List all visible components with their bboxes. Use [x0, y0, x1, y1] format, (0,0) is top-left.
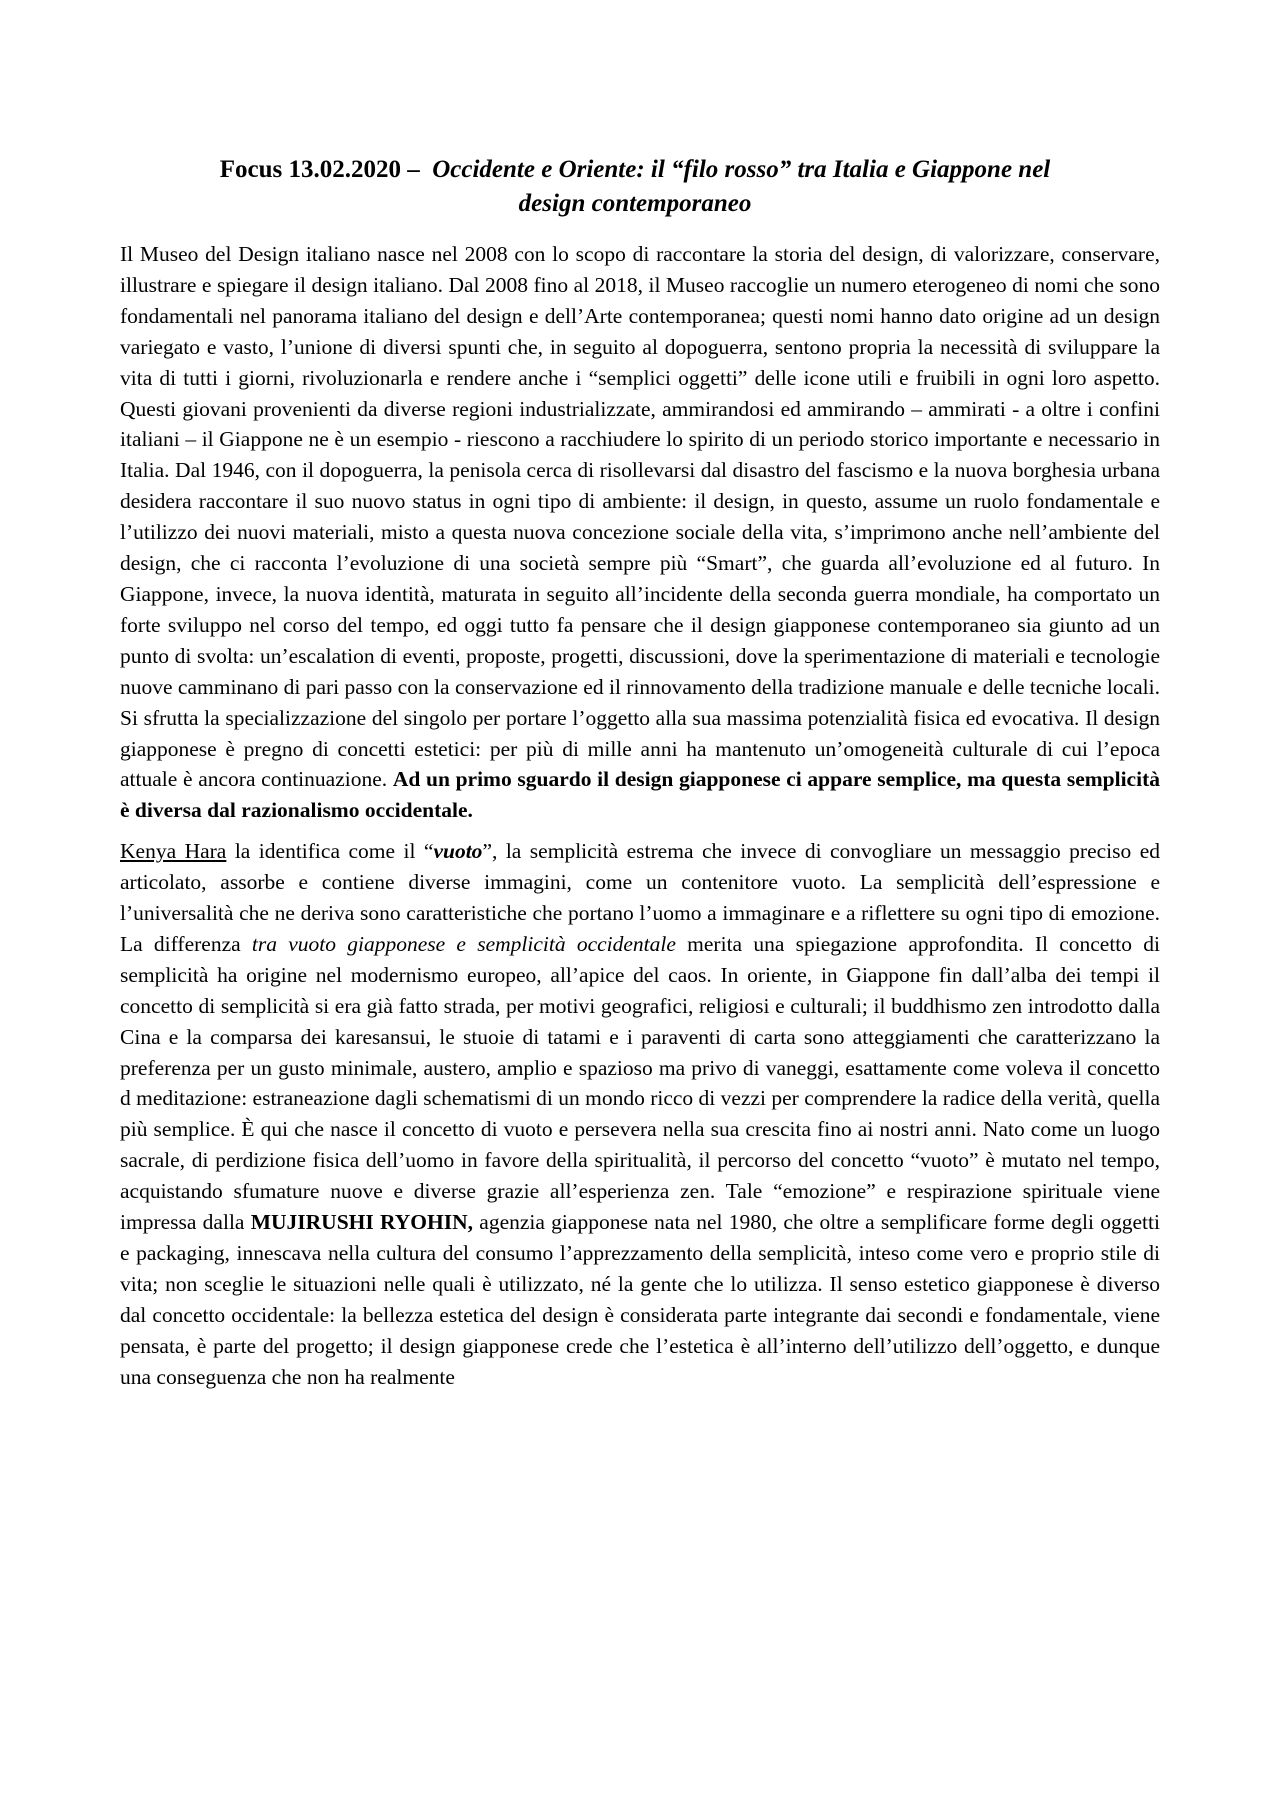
paragraph-2 [120, 836, 1160, 1392]
document-body [120, 239, 1160, 1403]
paragraph-1 [120, 239, 1160, 826]
paragraph-2-text-4: agenzia giapponese nata nel 1980, che oltre a semplificare forme degli oggetti e packaging, innescava nella cultura del consumo l’apprezzamento della semplicità, inteso come vero e proprio stile di vita; non sceglie le situazioni nelle quali è utilizzato, né la gente che lo utilizza. Il senso estetico giapponese è diverso dal concetto occidentale: la bellezza estetica del design è considerata parte integrante dai secondi e fondamentale, viene pensata, è parte del progetto; il design giapponese crede che l’estetica è all’interno dell’utilizzo dell’oggetto, e dunque una conseguenza che non ha realmente [120, 1210, 1160, 1389]
paragraph-1-bold-conclusion: Ad un primo sguardo il design giapponese ci appare semplice, ma questa semplicità è diversa dal razionalismo occidentale [120, 767, 1160, 823]
title-prefix: Focus 13.02.2020 – [219, 156, 420, 183]
paragraph-1-text: Il Museo del Design italiano nasce nel 2008 con lo scopo di raccontare la storia del design, di valorizzare, conservare, illustrare e spiegare il design italiano. Dal 2008 fino al 2018, il Museo raccoglie un numero eterogeneo di nomi che sono fondamentali nel panorama italiano del design e dell’Arte contemporanea; questi nomi hanno dato origine ad un design variegato e vasto, l’unione di diversi spunti che, in seguito al dopoguerra, sentono propria la necessità di sviluppare la vita di tutti i giorni, rivoluzionarla e rendere anche i “semplici oggetti” delle icone utili e fruibili in ogni loro aspetto. Questi giovani provenienti da diverse regioni industrializzate, ammirandosi ed ammirando – ammirati - a oltre i confini italiani – il Giappone ne è un esempio - riescono a racchiudere lo spirito di un periodo storico importante e necessario in Italia. Dal 1946, con il dopoguerra, la penisola cerca di risollevarsi dal disastro del fascismo e la nuova borghesia urbana desidera raccontare il suo nuovo status in ogni tipo di ambiente: il design, in questo, assume un ruolo fondamentale e l’utilizzo dei nuovi materiali, misto a questa nuova concezione sociale della vita, s’imprimono anche nell’ambiente del design, che ci racconta l’evoluzione di una società sempre più “Smart”, che guarda all’evoluzione ed al futuro. In Giappone, invece, la nuova identità, maturata in seguito all’incidente della seconda guerra mondiale, ha comportato un forte sviluppo nel corso del tempo, ed oggi tutto fa pensare che il design giapponese contemporaneo sia giunto ad un punto di svolta: un’escalation di eventi, proposte, progetti, discussioni, dove la sperimentazione di materiali e tecnologie nuove camminano di pari passo con la conservazione ed il rinnovamento della tradizione manuale e delle tecniche locali. Si sfrutta la specializzazione del singolo per portare l’oggetto alla sua massima potenzialità fisica ed evocativa. Il design giapponese è pregno di concetti estetici: per più di mille anni ha mantenuto un’omogeneità culturale di cui l’epoca attuale è ancora continuazione. [120, 242, 1160, 792]
paragraph-2-italic-phrase: tra vuoto giapponese e semplicità occidentale [251, 931, 676, 956]
paragraph-2-text-3: merita una spiegazione approfondita. Il concetto di semplicità ha origine nel modernismo europeo, all’apice del caos. In oriente, in Giappone fin dall’alba dei tempi il concetto di semplicità si era già fatto strada, per motivi geografici, religiosi e culturali; il buddhismo zen introdotto dalla Cina e la comparsa dei karesansui, le stuoie di tatami e i paraventi di carta sono atteggiamenti che caratterizzano la preferenza per un gusto minimale, austero, amplio e spazioso ma privo di vaneggi, esattamente come voleva il concetto d meditazione: estraneazione dagli schematismi di un mondo ricco di vezzi per comprendere la radice della verità, quella più semplice. È qui che nasce il concetto di vuoto e persevera nella sua crescita fino ai nostri anni. Nato come un luogo sacrale, di perdizione fisica dell’uomo in favore della spiritualità, il percorso del concetto “vuoto” è mutato nel tempo, acquistando sfumature nuove e diverse grazie all’esperienza zen. Tale “emozione” e respirazione spirituale viene impressa dalla [120, 931, 1160, 1235]
mujirushi-ryohin-brand: MUJIRUSHI RYOHIN, [250, 1210, 474, 1235]
kenya-hara-link[interactable]: Kenya Hara [120, 839, 227, 864]
paragraph-1-bold-period: . [467, 798, 473, 823]
vuoto-emphasis: vuoto [433, 839, 483, 864]
paragraph-2-text-2: ”, la semplicità estrema che invece di convogliare un messaggio preciso ed articolato, assorbe e contiene diverse immagini, come un contenitore vuoto. La semplicità dell’espressione e l’universalità che ne deriva sono caratteristiche che portano l’uomo a immaginare e a riflettere su ogni tipo di emozione. La differenza [120, 839, 1161, 956]
document-title [120, 153, 1150, 221]
title-italic-line1: Occidente e Oriente: il “filo rosso” tra Italia e Giappone nel [432, 156, 1051, 183]
paragraph-2-text-1: la identifica come il “ [226, 839, 434, 864]
title-italic-line2: design contemporaneo [518, 190, 752, 217]
